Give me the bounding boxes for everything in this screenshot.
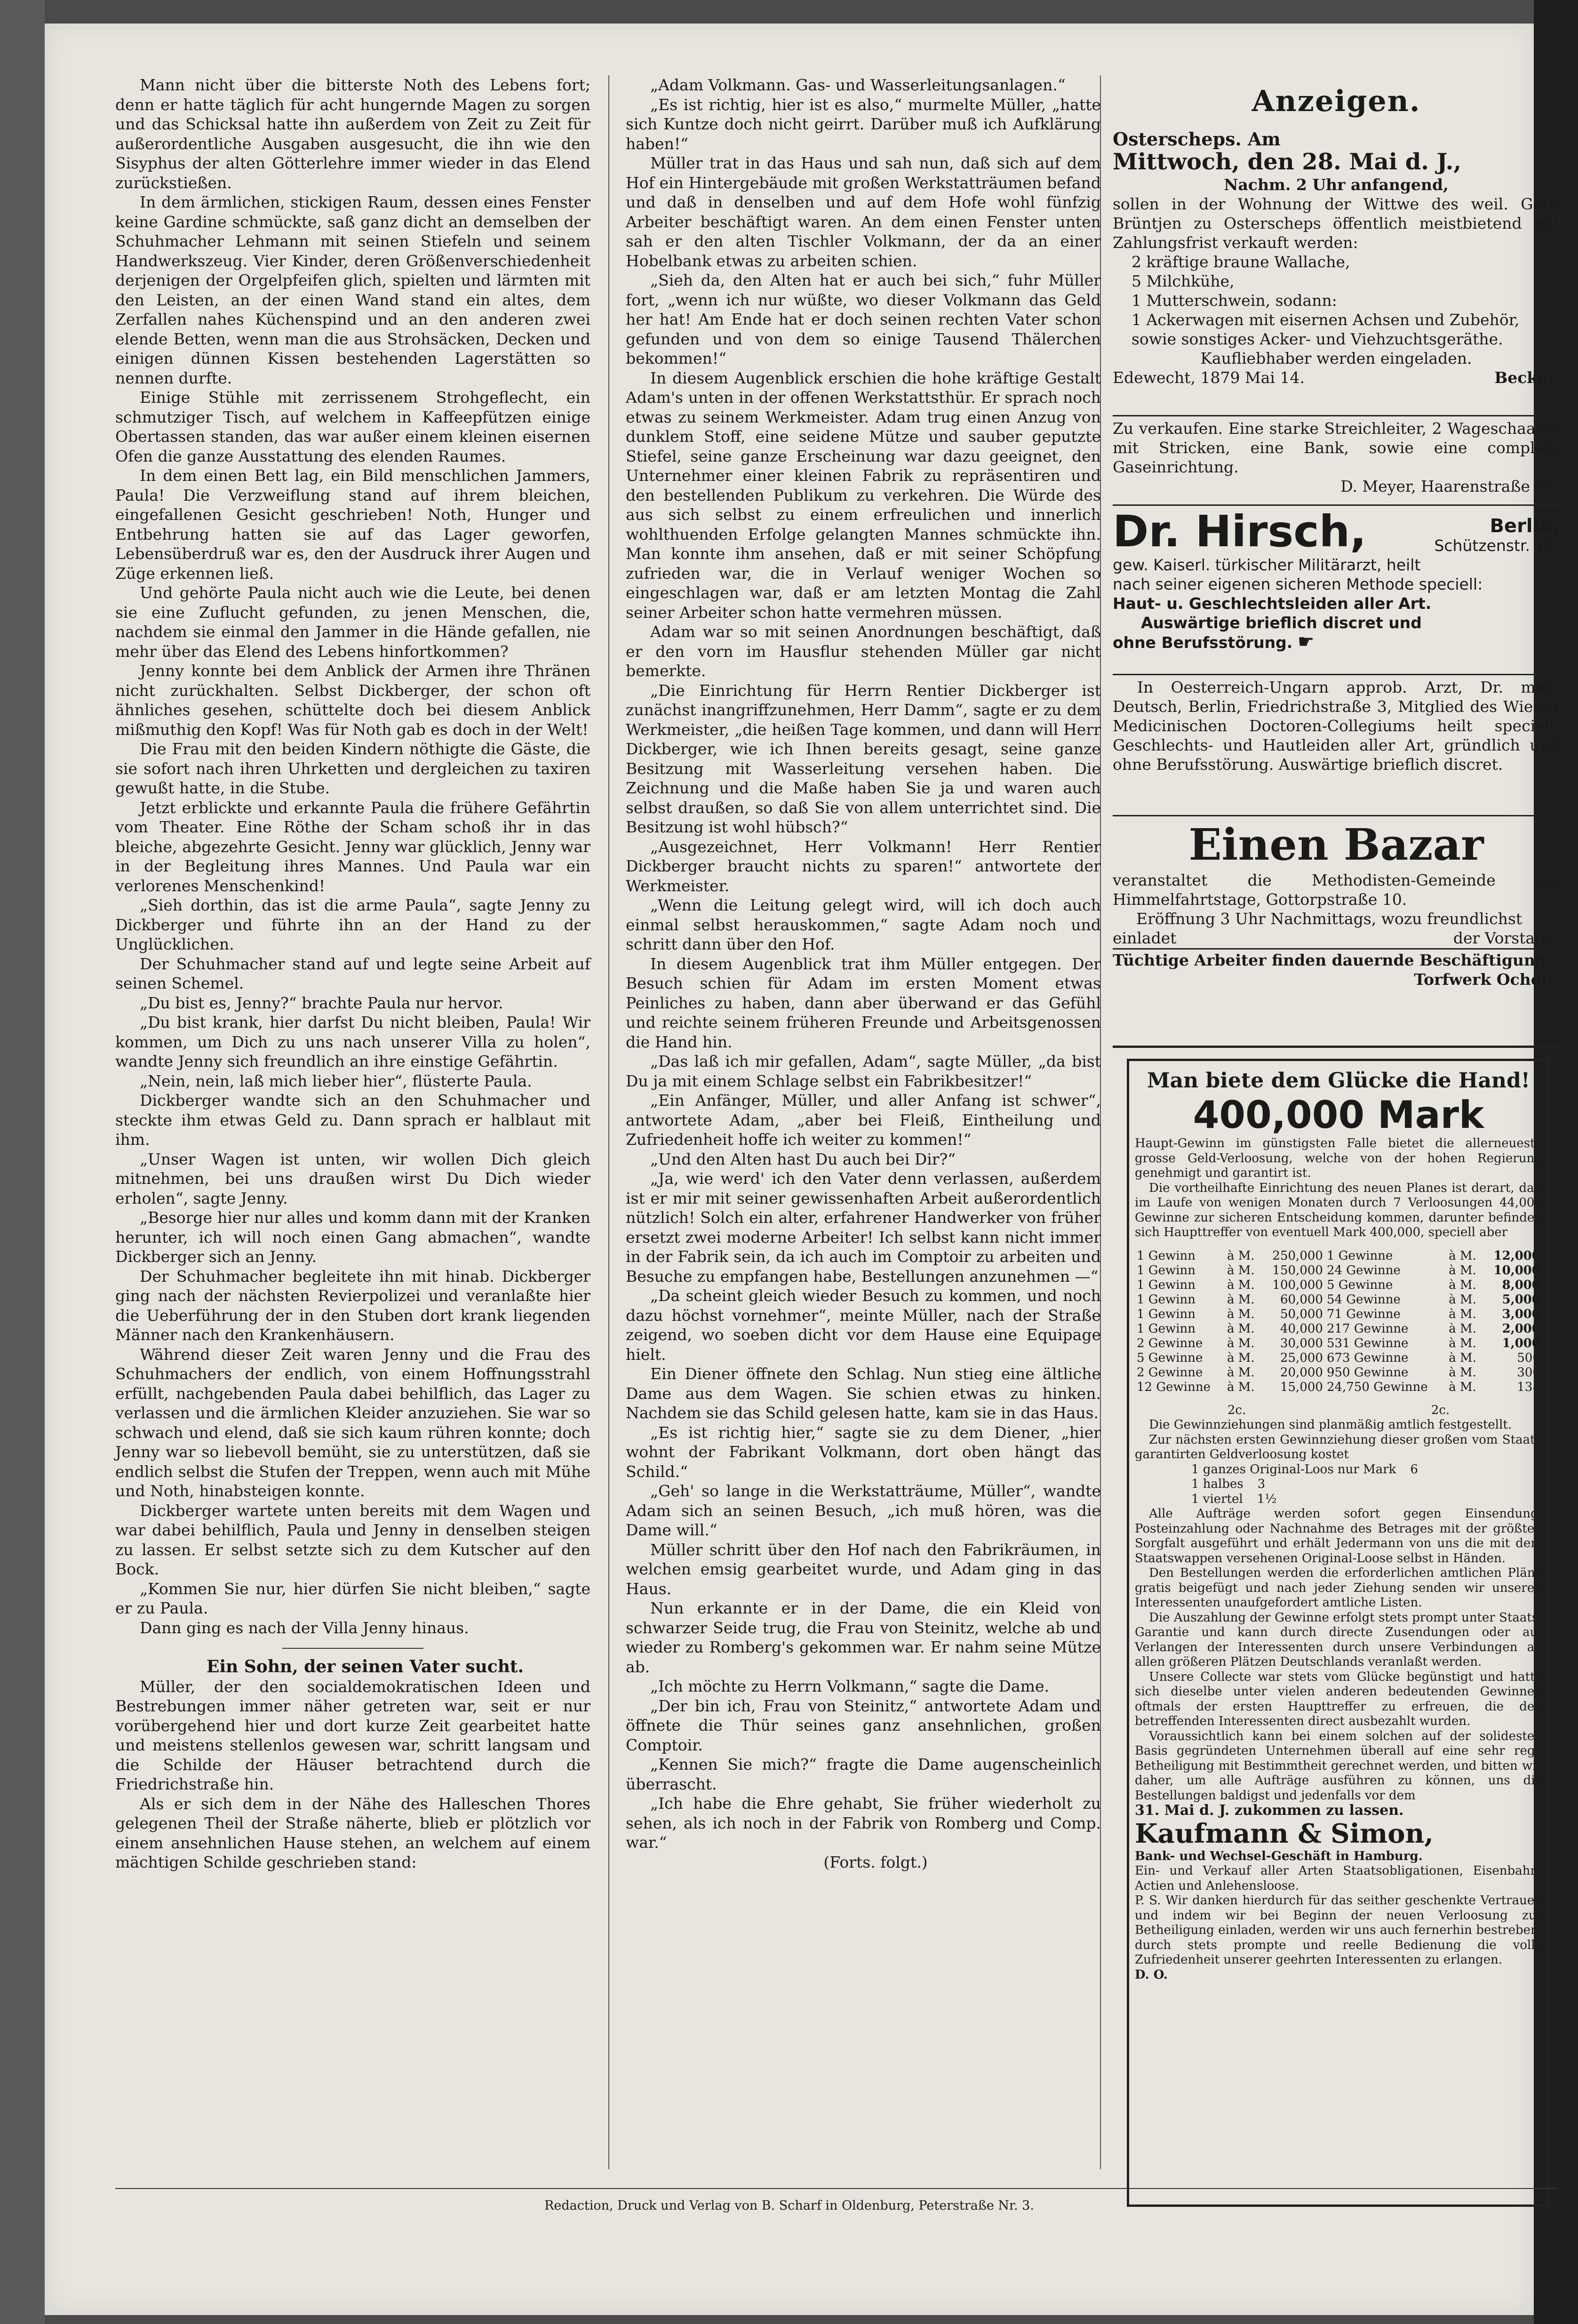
paragraph: Während dieser Zeit waren Jenny und die Frau des Schuhmachers der endlich, von einem Hoffnungsstrahl erfüllt, nachgebenden Paula dabei behilflich, das Lager zu verlassen und die ärmlichen Kleider anzuziehen. Sie war so schwach und elend, daß sie sich kaum rühren konnte; doch Jenny war so liebevoll bemüht, sie zu unterstützen, daß sie endlich selbst die Stufen der Treppen, wenn auch mit Mühe und Noth, hinabsteigen konnte. — [115, 1345, 590, 1500]
pointing-hand-icon: ☛ — [1297, 631, 1315, 653]
prize-count: 1 Gewinn — [1137, 1292, 1196, 1307]
paragraph: In diesem Augenblick erschien die hohe kräftige Gestalt Adam's unten in der offenen Werkstattsthür. Er sprach noch etwas zu seinem Werkmeister. Adam trug einen Anzug von dunklem Stoff, eine seidene Mütze und sauber geputzte Stiefel, seine ganze Erscheinung war dazu geeignet, den Unternehmer einer kleinen Fabrik zu repräsentiren und den bestellenden Publikum zu verkehren. Die Würde des aus sich selbst zu einem erfreulichen und innerlich wohlthuenden Erfolge gelangten Mannes schmückte ihn. Man konnte ihm ansehen, daß er mit seiner Schöpfung zufrieden war, die in Verlauf weniger Wochen so eingeschlagen war, daß er am letzten Montag die Zahl seiner Arbeiter schon hatte vermehren müssen. — [626, 368, 1101, 622]
prize-count: 24,750 Gewinne — [1326, 1380, 1428, 1394]
workers-text: Tüchtige Arbeiter finden dauernde Beschäftigung. — [1113, 951, 1552, 969]
paragraph: Und gehörte Paula nicht auch wie die Leute, bei denen sie eine Zuflucht gefunden, zu jenen Menschen, die, nachdem sie einmal den Jammer in die Hände gefallen, nie mehr über das Elend des Lebens hinfortkommen? — [115, 583, 590, 661]
imprint-footer: Redaction, Druck und Verlag von B. Scharf in Oldenburg, Peterstraße Nr. 3. — [544, 2198, 1034, 2213]
lottery-ps: P. S. Wir danken hierdurch für das seither geschenkte Vertrauen und indem wir bei Beginn der neuen Verloosung zur Betheiligung einladen, werden wir uns auch fernerhin bestreben, durch stets prompte und reelle Bedienung die volle Zufriedenheit unserer geehrten Interessenten zu erlangen. — [1135, 1893, 1542, 1967]
prize-currency: à M. — [1227, 1278, 1255, 1292]
sale-text: Zu verkaufen. Eine starke Streichleiter, 2 Wageschaalen mit Stricken, eine Bank, sowie eine complete Gaseinrichtung. — [1113, 419, 1560, 476]
paragraph: „Du bist es, Jenny?“ brachte Paula nur hervor. — [140, 993, 503, 1012]
workers-signature: Torfwerk Ocholt. — [1414, 970, 1560, 989]
prize-amount: 2,000 — [1502, 1321, 1540, 1336]
prize-amount: 8,000 — [1502, 1278, 1540, 1292]
ad-divider — [1113, 504, 1560, 506]
price-label: 1 viertel — [1191, 1492, 1243, 1506]
sale-signature: D. Meyer, Haarenstraße 38. — [1340, 477, 1560, 495]
hirsch-line-text: ohne Berufsstörung. — [1113, 633, 1293, 652]
prize-currency: à M. — [1227, 1336, 1255, 1350]
serial-story-text — [115, 75, 590, 1637]
paragraph: Dann ging es nach der Villa Jenny hinaus. — [140, 1618, 469, 1637]
paragraph: Mann nicht über die bitterste Noth des Lebens fort; denn er hatte täglich für acht hungernde Magen zu sorgen und das Schicksal hatte ihn außerdem von Zeit zu Zeit für außerordentliche Ausgaben ausgesucht, die ihn wie den Sisyphus der alten Götterlehre immer wieder in das Elend zurückstießen. — [115, 76, 590, 192]
prize-count: 24 Gewinne — [1326, 1263, 1401, 1278]
continuation-note: (Forts. folgt.) — [823, 1853, 928, 1871]
prize-row — [1135, 1336, 1542, 1351]
dr-deutsch-ad — [1113, 678, 1560, 774]
paragraph: Jetzt erblickte und erkannte Paula die frühere Gefährtin vom Theater. Eine Röthe der Scham schoß ihr in das bleiche, abgezehrte Gesicht. Jenny war glücklich, Jenny war in der Begleitung ihres Mannes. Und Paula war ein verlorenes Menschenkind! — [115, 798, 590, 895]
bazar-title: Einen Bazar — [1188, 819, 1484, 870]
prize-amount: 5,000 — [1502, 1292, 1540, 1307]
ad-divider — [1113, 674, 1560, 675]
hirsch-line: gew. Kaiserl. türkischer Militärarzt, heilt — [1113, 556, 1421, 574]
paragraph: „Nein, nein, laß mich lieber hier“, flüsterte Paula. — [140, 1071, 532, 1090]
prize-amount: 25,000 — [1280, 1350, 1323, 1365]
prize-amount: 40,000 — [1280, 1321, 1323, 1336]
prize-currency: à M. — [1449, 1307, 1476, 1321]
prize-count: 5 Gewinne — [1326, 1278, 1393, 1292]
paragraph: Der Schuhmacher stand auf und legte seine Arbeit auf seinen Schemel. — [115, 954, 590, 992]
auction-time: Nachm. 2 Uhr anfangend, — [1224, 176, 1449, 194]
lottery-body: Unsere Collecte war stets vom Glücke begünstigt und hatte sich dieselbe unter vielen anderen bedeutenden Gewinnen oftmals der ersten Haupttreffer zu erfreuen, die den betreffenden Interessenten direct ausbezahlt wurden. — [1135, 1669, 1542, 1728]
prize-row — [1135, 1263, 1542, 1278]
paragraph: „Der bin ich, Frau von Steinitz,“ antwortete Adam und öffnete die Thür seines ganz ansehnlichen, großen Comptoir. — [626, 1696, 1101, 1754]
prize-amount: 30,000 — [1280, 1336, 1323, 1350]
ad-divider — [1113, 415, 1560, 416]
prize-amount: 20,000 — [1280, 1365, 1323, 1380]
footer-rule — [115, 2188, 1557, 2189]
firm-name: Kaufmann & Simon, — [1135, 1818, 1434, 1849]
hirsch-line: Haut- u. Geschlechtsleiden aller Art. — [1113, 594, 1432, 613]
auction-item: 2 kräftige braune Wallache, — [1132, 253, 1350, 271]
hirsch-line: nach seiner eigenen sicheren Methode speciell: — [1113, 575, 1483, 593]
price-value: 6 — [1410, 1462, 1418, 1477]
serial-continuation-text — [626, 75, 1101, 1853]
bazar-ad — [1113, 819, 1560, 948]
ad-divider — [1113, 948, 1560, 950]
auction-place: Osterscheps. Am — [1113, 128, 1281, 150]
paragraph: „Du bist krank, hier darfst Du nicht bleiben, Paula! Wir kommen, um Dich zu uns nach unserer Villa zu holen“, wandte Jenny sich freundlich an ihre einstige Gefährtin. — [115, 1013, 590, 1070]
paragraph: „Besorge hier nur alles und komm dann mit der Kranken herunter, ich will noch einen Gang abmachen“, wandte Dickberger sich an Jenny. — [115, 1208, 590, 1266]
paragraph: „Kennen Sie mich?“ fragte die Dame augenscheinlich überrascht. — [626, 1755, 1101, 1793]
prize-count: 531 Gewinne — [1326, 1336, 1409, 1350]
prize-amount: 138 — [1517, 1380, 1540, 1394]
ad-divider — [1113, 815, 1560, 816]
prize-amount: 10,000 — [1493, 1263, 1540, 1278]
dr-hirsch-ad — [1113, 508, 1560, 652]
lottery-intro: Haupt-Gewinn im günstigsten Falle bietet die allerneueste grosse Geld-Verloosung, welche von der hohen Regierung genehmigt und garantirt ist. — [1135, 1136, 1542, 1180]
story-title: Ein Sohn, der seinen Vater sucht. — [206, 1657, 524, 1677]
paragraph: Als er sich dem in der Nähe des Halleschen Thores gelegenen Theil der Straße näherte, blieb er plötzlich vor einem ansehnlichen Hause stehen, an welchem auf einem mächtigen Schilde geschrieben stand: — [115, 1794, 590, 1871]
paragraph: „Wenn die Leitung gelegt wird, will ich doch auch einmal selbst herauskommen,“ sagte Adam noch und schritt dann über den Hof. — [626, 896, 1101, 953]
prize-count: 54 Gewinne — [1326, 1292, 1401, 1307]
bazar-text: veranstaltet die Methodisten-Gemeinde am Himmelfahrtstage, Gottorpstraße 10. — [1113, 871, 1560, 909]
paragraph: „Sieh da, den Alten hat er auch bei sich,“ fuhr Müller fort, „wenn ich nur wüßte, wo dieser Volkmann das Geld her hat! Am Ende hat er doch seinen rechten Vater schon gefunden und von dem so einige Tausend Thälerchen bekommen!“ — [626, 271, 1101, 367]
prize-currency: à M. — [1227, 1350, 1255, 1365]
paragraph: „Das laß ich mir gefallen, Adam“, sagte Müller, „da bist Du ja mit einem Schlage selbst ein Fabrikbesitzer!“ — [626, 1052, 1101, 1090]
paragraph: „Kommen Sie nur, hier dürfen Sie nicht bleiben,“ sagte er zu Paula. — [115, 1579, 590, 1617]
prize-currency: à M. — [1449, 1248, 1476, 1263]
paragraph: „Ja, wie werd' ich den Vater denn verlassen, außerdem ist er mir mit seiner gewissenhaften Arbeit außerordentlich nützlich! Solch ein alter, erfahrener Handwerker von früher ersetzt zwei moderne Arbeiter! Ich selbst kann nicht immer in der Fabrik sein, da ich auch im Comptoir zu arbeiten und Besuche zu empfangen habe, Bestellungen anzunehmen —“ — [626, 1169, 1101, 1286]
lottery-ad — [1127, 1059, 1550, 2207]
prize-count: 1 Gewinn — [1137, 1278, 1196, 1292]
column-left — [115, 75, 590, 1872]
scan-left-margin — [0, 0, 45, 2324]
paragraph: Müller, der den socialdemokratischen Ideen und Bestrebungen immer näher getreten war, seit er nur vorübergehend hier und dort kurze Zeit gearbeitet hatte und meistens stellenlos gewesen war, schritt langsam und die Schilde der Häuser betrachtend durch die Friedrichstraße hin. — [115, 1677, 590, 1793]
prize-count: 1 Gewinne — [1326, 1248, 1393, 1263]
prize-amount: 3,000 — [1502, 1307, 1540, 1321]
lottery-body: Voraussichtlich kann bei einem solchen auf der solidesten Basis gegründeten Unternehmen überall auf eine sehr rege Betheiligung mit Bestimmtheit gerechnet werden, und bitten wir daher, um alle Aufträge ausführen zu können, uns die Bestellungen baldigst und jedenfalls vor dem — [1135, 1729, 1542, 1803]
auction-footer — [1113, 368, 1560, 387]
prize-currency: à M. — [1449, 1336, 1476, 1350]
paragraph: In diesem Augenblick trat ihm Müller entgegen. Der Besuch schien für Adam im ersten Moment etwas Peinliches zu haben, dann aber überwand er das Gefühl und reichte seinem früheren Freunde und Arbeitsgenossen die Hand hin. — [626, 954, 1101, 1051]
paragraph: „Ich möchte zu Herrn Volkmann,“ sagte die Dame. — [650, 1677, 1049, 1695]
price-row — [1191, 1462, 1542, 1477]
prize-count: 12 Gewinne — [1137, 1380, 1211, 1394]
prize-currency: à M. — [1449, 1350, 1476, 1365]
price-label: 1 ganzes Original-Loos nur Mark — [1191, 1462, 1396, 1477]
paragraph: In dem einen Bett lag, ein Bild menschlichen Jammers, Paula! Die Verzweiflung stand auf ihrem bleichen, eingefallenen Gesicht geschrieben! Noth, Hunger und Entbehrung hatten sie auf das Lager geworfen, Lebensüberdruß war es, den der Ausdruck ihrer Augen und Züge erkennen ließ. — [115, 466, 590, 583]
paragraph: Dickberger wartete unten bereits mit dem Wagen und war dabei behilflich, Paula und Jenny in denselben steigen zu lassen. Er selbst setzte sich zu dem Kutscher auf den Bock. — [115, 1501, 590, 1578]
lottery-body: Die Auszahlung der Gewinne erfolgt stets prompt unter Staats-Garantie und kann durch directe Zusendungen oder auf Verlangen der Interessenten durch unsere Verbindungen an allen größeren Plätzen Deutschlands veranlaßt werden. — [1135, 1610, 1542, 1669]
auction-body: sollen in der Wohnung der Wittwe des weil. Gerd Brüntjen zu Osterscheps öffentlich meistbietend mit Zahlungsfrist verkauft werden: — [1113, 195, 1560, 252]
prize-amount: 50,000 — [1280, 1307, 1323, 1321]
column-middle — [626, 75, 1101, 1872]
lottery-headline: Man biete dem Glücke die Hand! — [1147, 1069, 1530, 1093]
prize-row — [1135, 1249, 1542, 1263]
lottery-initials: D. O. — [1135, 1967, 1168, 1982]
prize-currency: à M. — [1449, 1365, 1476, 1380]
paragraph: „Ausgezeichnet, Herr Volkmann! Herr Rentier Dickberger braucht nichts zu sparen!“ antwortete der Werkmeister. — [626, 837, 1101, 895]
prize-currency: à M. — [1227, 1307, 1255, 1321]
paragraph: Jenny konnte bei dem Anblick der Armen ihre Thränen nicht zurückhalten. Selbst Dickberger, der schon oft ähnliches gesehen, schüttelte doch bei diesem Anblick mißmuthig den Kopf! Was für Noth gab es doch in der Welt! — [115, 662, 590, 739]
hirsch-line: Auswärtige brieflich discret und — [1141, 614, 1422, 632]
prize-row — [1135, 1293, 1542, 1307]
paragraph: Ein Diener öffnete den Schlag. Nun stieg eine ältliche Dame aus dem Wagen. Sie schien etwas zu hinken. Nachdem sie das Schild gelesen hatte, kam sie in das Haus. — [626, 1365, 1101, 1422]
story-text — [115, 1677, 590, 1872]
lottery-deadline: 31. Mai d. J. zukommen zu lassen. — [1135, 1802, 1404, 1819]
hirsch-city: Berlin, — [1490, 515, 1560, 537]
column-divider — [608, 75, 609, 2169]
paragraph: Einige Stühle mit zerrissenem Strohgeflecht, ein schmutziger Tisch, auf welchem in Kaffeepfützen einige Obertassen standen, das war außer einem kleinen eisernen Ofen die ganze Ausstattung des elenden Raumes. — [115, 388, 590, 465]
auction-item: 1 Ackerwagen mit eisernen Achsen und Zubehör, sowie sonstiges Acker- und Viehzuchtsgeräthe. — [1132, 311, 1520, 348]
sale-ad — [1113, 419, 1560, 496]
paragraph: „Ich habe die Ehre gehabt, Sie früher wiederholt zu sehen, als ich noch in der Fabrik von Romberg und Comp. war.“ — [626, 1794, 1101, 1852]
lottery-draws: Die Gewinnziehungen sind planmäßig amtlich festgestellt. — [1149, 1418, 1512, 1432]
auction-closing: Kaufliebhaber werden eingeladen. — [1200, 349, 1472, 367]
prize-count: 5 Gewinne — [1137, 1350, 1203, 1365]
paragraph: „Ein Anfänger, Müller, und aller Anfang ist schwer“, antwortete Adam, „aber bei Fleiß, Eintheilung und Zufriedenheit hoffe ich weiter zu kommen!“ — [626, 1091, 1101, 1149]
auction-item: 5 Milchkühe, — [1132, 272, 1235, 290]
auction-date: Mittwoch, den 28. Mai d. J., — [1113, 149, 1462, 175]
hirsch-name: Dr. Hirsch, — [1113, 506, 1367, 557]
hirsch-address: Schützenstr. 18, — [1434, 536, 1560, 555]
bazar-invite — [1113, 928, 1560, 948]
prize-count: 1 Gewinn — [1137, 1263, 1196, 1278]
paragraph: Adam war so mit seinen Anordnungen beschäftigt, daß er den vorn im Hausflur stehenden Müller gar nicht bemerkte. — [626, 623, 1101, 680]
prize-currency: à M. — [1227, 1365, 1255, 1380]
lottery-body: Alle Aufträge werden sofort gegen Einsendung, Posteinzahlung oder Nachnahme des Betrages mit der größten Sorgfalt ausgeführt und erhält Jedermann von uns die mit dem Staatswappen versehenen Original-Loose selbst in Händen. — [1135, 1507, 1542, 1565]
prize-count: 217 Gewinne — [1326, 1321, 1409, 1336]
section-divider — [282, 1648, 423, 1649]
prize-amount: 60,000 — [1280, 1292, 1323, 1307]
prize-currency: à M. — [1449, 1380, 1476, 1394]
paragraph: Dickberger wandte sich an den Schuhmacher und steckte ihm etwas Geld zu. Dann sprach er halblaut mit ihm. — [115, 1091, 590, 1149]
hirsch-address-block — [1434, 517, 1560, 555]
prize-currency: à M. — [1227, 1263, 1255, 1278]
ad-divider — [1113, 1046, 1560, 1048]
prize-row — [1135, 1307, 1542, 1322]
paragraph: „Adam Volkmann. Gas- und Wasserleitungsanlagen.“ — [650, 76, 1066, 94]
prize-count: 1 Gewinn — [1137, 1307, 1196, 1321]
lottery-desc: Die vortheilhafte Einrichtung des neuen Planes ist derart, daß im Laufe von wenigen Monaten durch 7 Verloosungen 44,000 Gewinne zur sicheren Entscheidung kommen, darunter befinden sich Haupttreffer von eventuell Mark 400,000, speciell aber — [1135, 1181, 1542, 1239]
prize-currency: à M. — [1227, 1292, 1255, 1307]
paragraph: „Geh' so lange in die Werkstatträume, Müller“, wandte Adam sich an seinen Besuch, „ich muß hören, was die Dame will.“ — [626, 1482, 1101, 1539]
auction-items — [1113, 252, 1560, 349]
prize-etc — [1135, 1403, 1542, 1418]
price-value: 3 — [1257, 1477, 1266, 1491]
hirsch-header — [1113, 508, 1560, 555]
paragraph: „Unser Wagen ist unten, wir wollen Dich gleich mitnehmen, bei uns draußen wirst Du Dich wieder erholen“, sagte Jenny. — [115, 1150, 590, 1207]
prize-currency: à M. — [1449, 1263, 1476, 1278]
prize-count: 1 Gewinn — [1137, 1321, 1196, 1336]
paragraph: Müller schritt über den Hof nach den Fabrikräumen, in welchen emsig gearbeitet wurde, und Adam ging in das Haus. — [626, 1540, 1101, 1598]
paragraph: „Da scheint gleich wieder Besuch zu kommen, und noch dazu höchst vornehmer“, meinte Müller, nach der Straße zeigend, wo soeben dicht vor dem Hause eine Equipage hielt. — [626, 1286, 1101, 1364]
prize-amount: 15,000 — [1280, 1380, 1323, 1394]
lottery-body: Den Bestellungen werden die erforderlichen amtlichen Pläne gratis beigefügt und nach jeder Ziehung senden wir unseren Interessenten unaufgefordert amtliche Listen. — [1135, 1566, 1542, 1610]
auction-ad — [1113, 129, 1560, 387]
paragraph: Müller trat in das Haus und sah nun, daß sich auf dem Hof ein Hintergebäude mit großen Werkstatträumen befand und daß in denselben und auf dem Hofe wohl fünfzig Arbeiter beschäftigt waren. An dem einen Fenster unten sah er den alten Tischler Volkmann, der da an einer Hobelbank etwas zu arbeiten schien. — [626, 154, 1101, 270]
paragraph: „Und den Alten hast Du auch bei Dir?“ — [650, 1150, 956, 1168]
paragraph: In dem ärmlichen, stickigen Raum, dessen eines Fenster keine Gardine schmückte, saß ganz dicht an demselben der Schuhmacher Lehmann mit seinen Stiefeln und seinem Handwerkszeug. Vier Kinder, deren Größenverschiedenheit derjenigen der Orgelpfeifen glich, spielten und lärmten mit den Leisten, an der einen Wand stand ein altes, dem Zerfallen nahes Küchenspind und an den anderen zwei elende Betten, wenn man die aus Strohsäcken, Decken und einigen dünnen Kissen bestehenden Lagerstätten so nennen durfte. — [115, 193, 590, 387]
deutsch-text: In Oesterreich-Ungarn approb. Arzt, Dr. med. Deutsch, Berlin, Friedrichstraße 3, Mitglied des Wiener Medicinischen Doctoren-Collegiums heilt speciell: Geschlechts- und Hautleiden aller Art, gründlich und ohne Berufsstörung. Auswärtige brieflich discret. — [1113, 678, 1560, 774]
price-row — [1191, 1477, 1542, 1492]
prize-amount: 150,000 — [1272, 1263, 1323, 1278]
prize-amount: 300 — [1517, 1365, 1540, 1380]
price-value: 1½ — [1257, 1492, 1277, 1506]
bazar-invite-left: einladet — [1113, 929, 1177, 947]
prize-amount: 500 — [1517, 1350, 1540, 1365]
prize-row — [1135, 1366, 1542, 1380]
ads-heading: Anzeigen. — [1251, 84, 1421, 118]
prize-row — [1135, 1278, 1542, 1293]
lottery-next-draw: Zur nächsten ersten Gewinnziehung dieser großen vom Staate garantirten Geldverloosung kostet — [1135, 1432, 1542, 1461]
prize-currency: à M. — [1227, 1248, 1255, 1263]
auction-place-date: Edewecht, 1879 Mai 14. — [1113, 368, 1305, 387]
prize-amount: 1,000 — [1502, 1336, 1540, 1350]
price-row — [1191, 1492, 1542, 1507]
prize-amount: 250,000 — [1272, 1248, 1323, 1263]
prize-currency: à M. — [1449, 1278, 1476, 1292]
bazar-opening: Eröffnung 3 Uhr Nachmittags, wozu freundlichst — [1136, 910, 1522, 928]
prize-currency: à M. — [1227, 1380, 1255, 1394]
prize-currency: à M. — [1449, 1292, 1476, 1307]
prize-currency: à M. — [1227, 1321, 1255, 1336]
price-label: 1 halbes — [1191, 1477, 1243, 1491]
prize-count: 673 Gewinne — [1326, 1350, 1409, 1365]
paragraph: „Es ist richtig, hier ist es also,“ murmelte Müller, „hatte sich Kuntze doch nicht geirrt. Darüber muß ich Aufklärung haben!“ — [626, 95, 1101, 153]
paragraph: Nun erkannte er in der Dame, die ein Kleid von schwarzer Seide trug, die Frau von Steinitz, welche ab und wieder zu Romberg's gekommen war. Er nahm seine Mütze ab. — [626, 1599, 1101, 1676]
lottery-amount: 400,000 Mark — [1193, 1093, 1484, 1137]
prize-currency: à M. — [1449, 1321, 1476, 1336]
workers-ad — [1113, 950, 1560, 989]
auction-item: 1 Mutterschwein, sodann: — [1132, 291, 1337, 310]
auction-signature: Becker. — [1494, 368, 1560, 387]
paragraph: „Die Einrichtung für Herrn Rentier Dickberger ist zunächst inangriffzunehmen, Herr Damm“, sagte er zu dem Werkmeister, „die heißen Tage kommen, und dann will Herr Dickberger, wie ich Ihnen bereits gesagt, seine ganze Besitzung mit Wasserleitung versehen haben. Die Zeichnung und die Maße haben Sie ja und waren auch selbst draußen, so daß Sie von allem unterrichtet sind. Die Besitzung ist wohl hübsch?“ — [626, 681, 1101, 836]
prize-amount: 12,000 — [1493, 1248, 1540, 1263]
etc-mark: 2c. — [1227, 1403, 1246, 1417]
prize-table — [1135, 1249, 1542, 1395]
prize-count: 2 Gewinne — [1137, 1365, 1203, 1380]
prize-count: 1 Gewinn — [1137, 1248, 1196, 1263]
firm-desc: Bank- und Wechsel-Geschäft in Hamburg. — [1135, 1849, 1423, 1863]
price-list — [1135, 1462, 1542, 1507]
etc-mark: 2c. — [1431, 1403, 1450, 1417]
prize-amount: 100,000 — [1272, 1278, 1323, 1292]
prize-count: 71 Gewinne — [1326, 1307, 1401, 1321]
bazar-invite-right: der Vorstand. — [1453, 929, 1560, 947]
firm-desc: Ein- und Verkauf aller Arten Staatsobligationen, Eisenbahn-Actien und Anlehensloose. — [1135, 1864, 1542, 1893]
paragraph: „Es ist richtig hier,“ sagte sie zu dem Diener, „hier wohnt der Fabrikant Volkmann, dort oben hängt das Schild.“ — [626, 1423, 1101, 1481]
prize-row — [1135, 1351, 1542, 1366]
paragraph: Die Frau mit den beiden Kindern nöthigte die Gäste, die sie sofort nach ihren Uhrketten und dergleichen zu taxiren gewußt hatte, in die Stube. — [115, 740, 590, 797]
paragraph: „Sieh dorthin, das ist die arme Paula“, sagte Jenny zu Dickberger und führte ihn an der Hand zu der Unglücklichen. — [115, 896, 590, 953]
prize-row — [1135, 1322, 1542, 1336]
hirsch-line-last — [1113, 632, 1560, 652]
paragraph: Der Schuhmacher begleitete ihn mit hinab. Dickberger ging nach der nächsten Revierpolizei und veranlaßte hier die Ueberführung der in den Stuben dort krank liegenden Männer nach den Krankenhäusern. — [115, 1267, 590, 1344]
prize-count: 950 Gewinne — [1326, 1365, 1409, 1380]
prize-row — [1135, 1380, 1542, 1395]
prize-count: 2 Gewinne — [1137, 1336, 1203, 1350]
